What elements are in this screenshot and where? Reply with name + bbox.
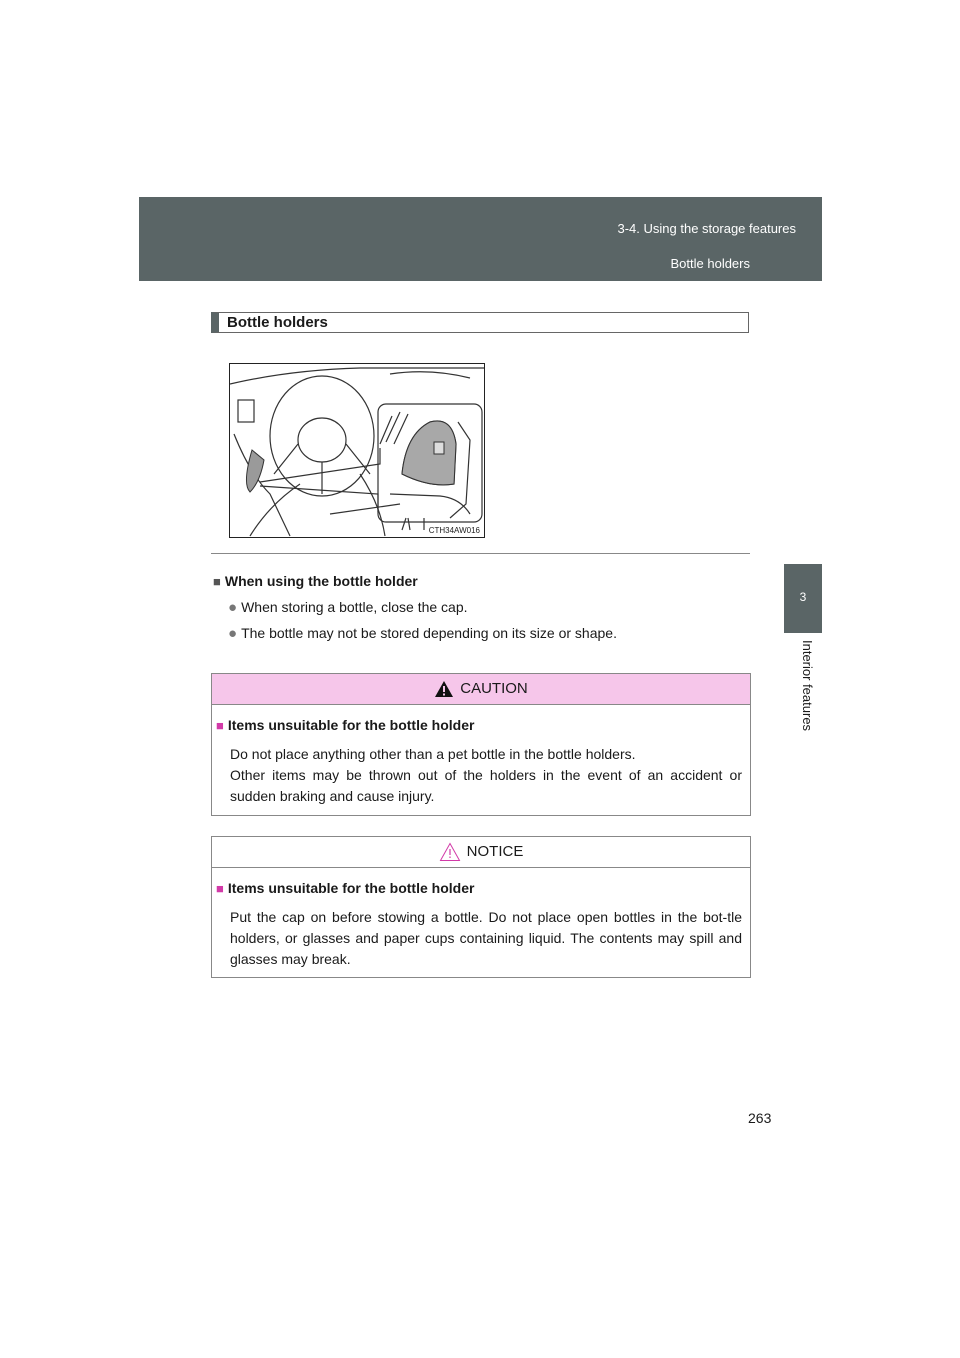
chapter-label: Interior features [800,640,815,732]
caution-line: Do not place anything other than a pet bottle in the bottle holders. [230,746,636,762]
round-bullet-icon: ● [228,625,238,642]
notice-box [211,836,751,978]
caution-header [212,674,750,705]
caution-box [211,673,751,816]
notice-label: NOTICE [466,843,524,860]
square-bullet-icon: ■ [213,574,221,589]
list-item-text: When storing a bottle, close the cap. [241,599,468,615]
list-item-text: The bottle may not be stored depending on its size or shape. [241,625,617,641]
list-item [228,625,617,642]
header-topic-title: Bottle holders [670,256,750,271]
square-bullet-icon: ■ [216,881,224,896]
caution-subheading [216,717,474,733]
usage-heading-text: When using the bottle holder [224,573,418,589]
page-header [139,197,822,281]
notice-body: Put the cap on before stowing a bottle. Do not place open bottles in the bot-tle holders, or glasses and paper cups containing liquid. The contents may spill and glasses may break. [230,909,742,967]
caution-subheading-text: Items unsuitable for the bottle holder [227,717,475,733]
warning-icon [434,680,454,698]
notice-header [212,837,750,868]
chapter-number: 3 [799,590,807,604]
chapter-tab [784,564,822,633]
figure-code: CTH34AW016 [428,526,480,535]
bottle-holder-illustration [230,364,484,537]
notice-subheading [216,880,474,896]
section-divider [211,553,750,554]
usage-heading [213,573,418,589]
caution-line: Other items may be thrown out of the holders in the event of an accident or sudden braking and cause injury. [230,767,742,804]
round-bullet-icon: ● [228,599,238,616]
square-bullet-icon: ■ [216,718,224,733]
page-number: 263 [748,1110,772,1126]
notice-subheading-text: Items unsuitable for the bottle holder [227,880,475,896]
header-section-title: 3-4. Using the storage features [617,221,796,236]
caution-body [230,744,742,807]
section-title: Bottle holders [211,312,749,333]
dashboard-illustration [229,363,485,538]
list-item [228,599,468,616]
warning-outline-icon [439,842,461,862]
caution-label: CAUTION [460,680,528,697]
